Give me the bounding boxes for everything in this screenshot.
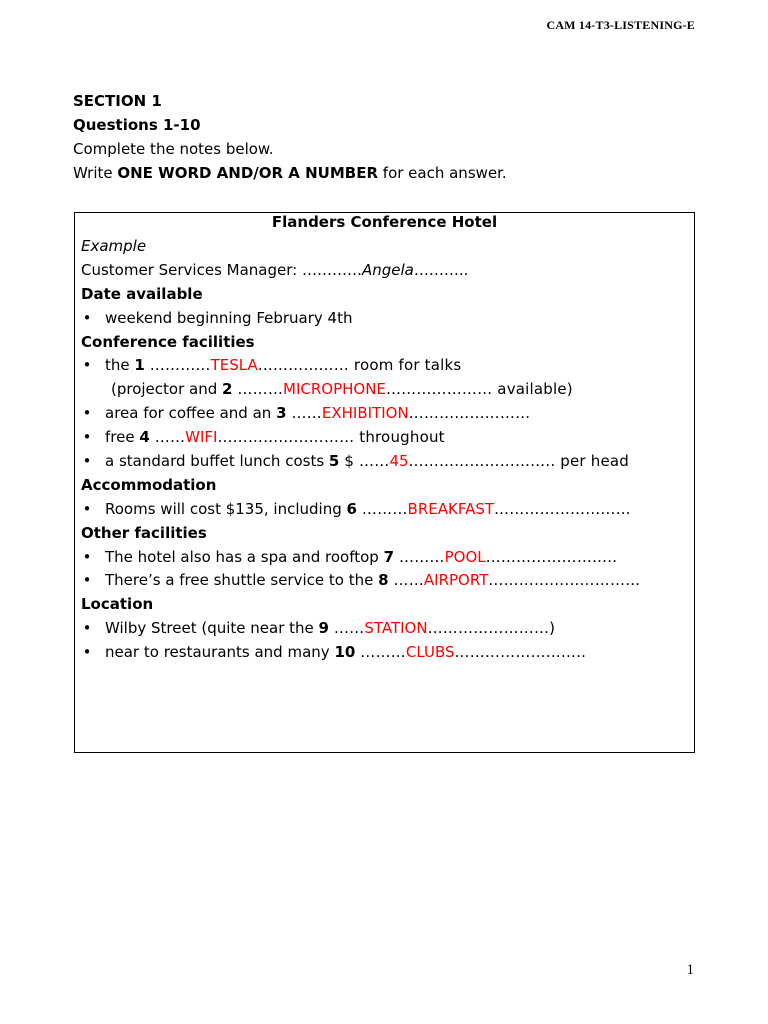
bullet-icon: • [82, 308, 92, 327]
question-10 [81, 641, 688, 665]
q9-text: Wilby Street (quite near the [105, 619, 319, 638]
document-code: CAM 14-T3-LISTENING-E [546, 18, 695, 32]
q2-dots-after: ………………… available) [385, 380, 573, 399]
q5-text: a standard buffet lunch costs [105, 452, 329, 471]
q4-dots-before: …… [149, 428, 186, 447]
q7-number: 7 [383, 547, 395, 566]
notes-box [74, 212, 695, 753]
q5-answer: 45 [389, 452, 409, 471]
question-6 [81, 498, 688, 522]
q3-text: area for coffee and an [105, 404, 277, 423]
date-item [81, 307, 688, 331]
q3-dots-after: …………………… [408, 404, 531, 423]
q6-dots-after: ……………………… [494, 499, 631, 518]
q10-dots-after: …………………….. [454, 643, 587, 662]
bullet-icon: • [82, 452, 92, 471]
question-3 [81, 402, 688, 426]
bullet-icon: • [82, 404, 92, 423]
q3-answer: EXHIBITION [321, 404, 409, 423]
q9-dots-after: ……………………) [427, 619, 556, 638]
q8-text: There’s a free shuttle service to the [105, 571, 379, 590]
heading-conference-facilities: Conference facilities [81, 332, 255, 351]
q2-answer: MICROPHONE [283, 380, 386, 399]
q4-dots-after: ……………………… throughout [217, 428, 445, 447]
q2-text: (projector and [111, 380, 223, 399]
bullet-icon: • [82, 428, 92, 447]
question-1 [81, 354, 688, 378]
q10-answer: CLUBS [405, 643, 455, 662]
q2-number: 2 [222, 380, 233, 399]
section-heading: SECTION 1 [73, 92, 162, 110]
q2-dots-before: ……… [232, 380, 284, 399]
page-number: 1 [686, 962, 694, 978]
date-text: weekend beginning February 4th [105, 308, 353, 327]
example-answer: Angela [361, 260, 414, 279]
heading-date-available: Date available [81, 284, 203, 303]
bullet-icon: • [82, 499, 92, 518]
q7-dots-before: ……… [394, 547, 445, 566]
q4-number: 4 [139, 428, 150, 447]
question-9 [81, 617, 688, 641]
question-4 [81, 426, 688, 450]
q10-text: near to restaurants and many [105, 643, 335, 662]
q4-answer: WIFI [185, 428, 218, 447]
q6-answer: BREAKFAST [407, 499, 495, 518]
heading-other-facilities: Other facilities [81, 523, 207, 542]
q5-dots-after: ……………………….. per head [408, 452, 629, 471]
instructions [73, 89, 695, 185]
q6-dots-before: ……… [356, 499, 408, 518]
instruction-write-post: for each answer. [378, 164, 507, 182]
example-line [81, 259, 688, 283]
q1-dots-after: ……………… room for talks [257, 356, 462, 375]
q7-answer: POOL [444, 547, 486, 566]
questions-range: Questions 1-10 [73, 116, 201, 134]
q9-dots-before: …… [328, 619, 365, 638]
question-7 [81, 546, 688, 570]
q8-number: 8 [378, 571, 389, 590]
q10-dots-before: ……… [355, 643, 406, 662]
example-label: Example [81, 237, 147, 255]
q5-dots-before: $ …… [339, 452, 390, 471]
q8-dots-after: ………………………… [488, 571, 641, 590]
example-dots: ……….. [413, 260, 469, 279]
bullet-icon: • [82, 619, 92, 638]
q8-dots-before: …… [388, 571, 424, 590]
q9-number: 9 [318, 619, 329, 638]
question-8 [81, 569, 688, 593]
bullet-icon: • [82, 571, 92, 590]
q3-dots-before: …… [286, 404, 322, 423]
question-5 [81, 450, 688, 474]
q4-text: free [105, 428, 140, 447]
q5-number: 5 [328, 452, 340, 471]
q6-number: 6 [346, 499, 357, 518]
instruction-complete: Complete the notes below. [73, 140, 274, 158]
q1-answer: TESLA [210, 356, 258, 375]
bullet-icon: • [82, 643, 92, 662]
bullet-icon: • [82, 356, 92, 375]
q6-text: Rooms will cost $135, including [105, 499, 347, 518]
question-2 [81, 378, 688, 402]
q7-dots-after: …………………….. [485, 547, 618, 566]
heading-location: Location [81, 595, 154, 614]
instruction-write [73, 161, 695, 185]
q1-text: the [105, 356, 135, 375]
q7-text: The hotel also has a spa and rooftop [105, 547, 384, 566]
q8-answer: AIRPORT [423, 571, 489, 590]
bullet-icon: • [82, 547, 92, 566]
example-text: Customer Services Manager: ………… [81, 260, 362, 279]
q10-number: 10 [334, 643, 356, 662]
q1-number: 1 [134, 356, 145, 375]
q1-dots-before: ………… [144, 356, 211, 375]
q9-answer: STATION [364, 619, 428, 638]
instruction-word-limit: ONE WORD AND/OR A NUMBER [117, 164, 379, 182]
q3-number: 3 [276, 404, 287, 423]
heading-accommodation: Accommodation [81, 475, 217, 494]
notes-title: Flanders Conference Hotel [271, 213, 498, 231]
instruction-write-pre: Write [73, 164, 118, 182]
